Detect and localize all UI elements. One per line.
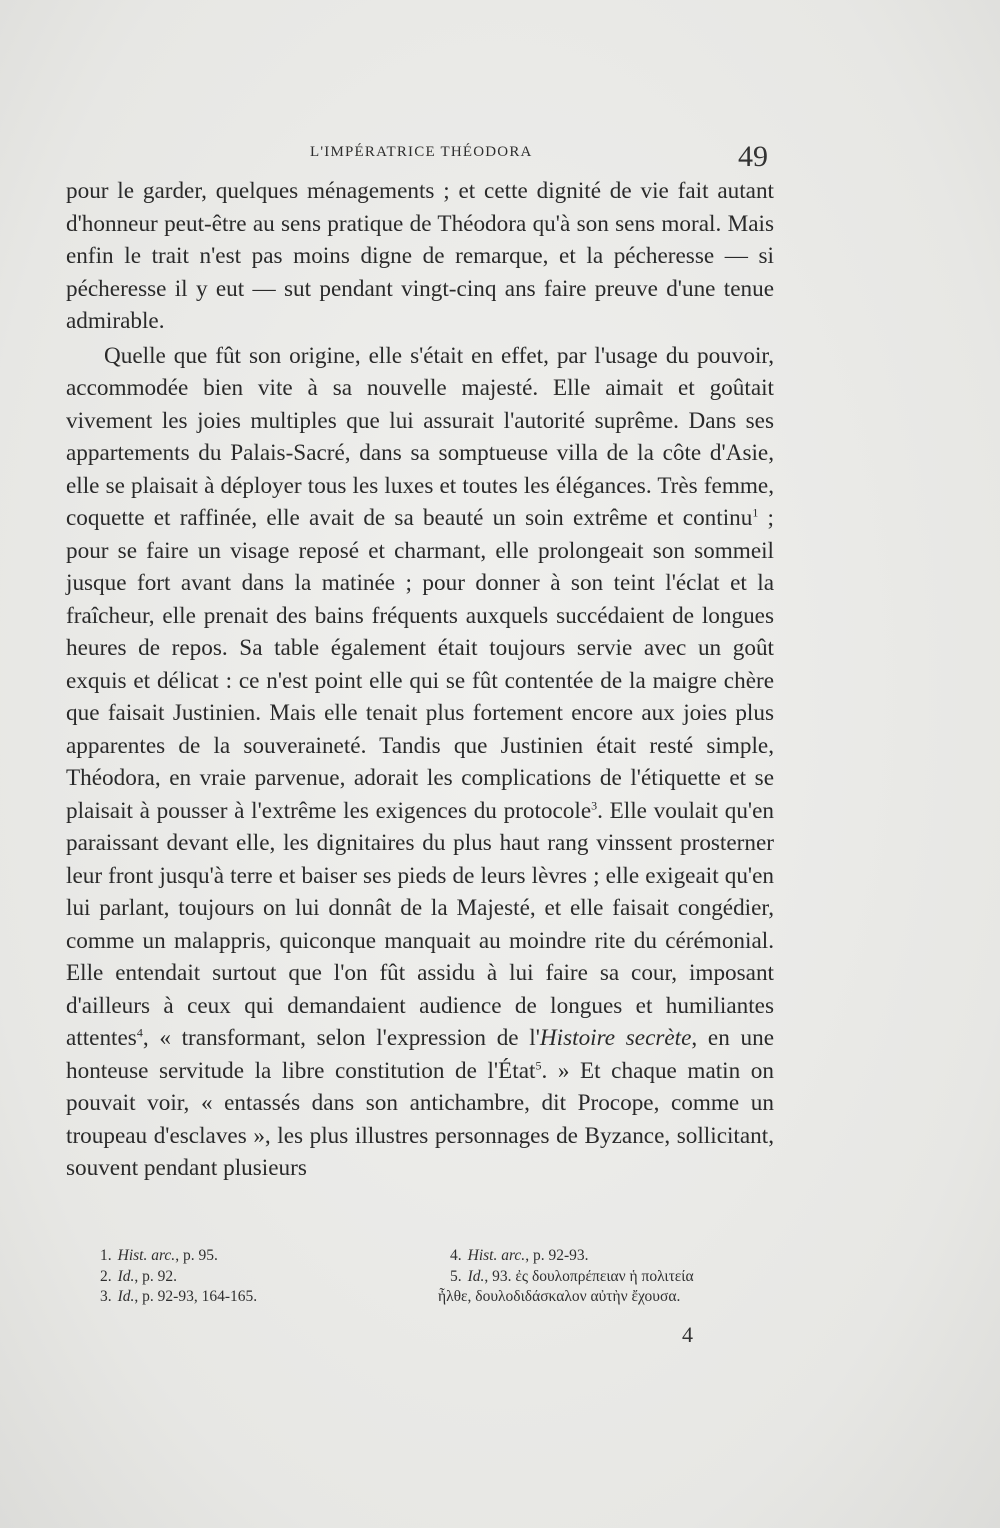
footnote-text: , p. 92-93, 164-165. bbox=[134, 1288, 258, 1305]
footnote bbox=[100, 1287, 430, 1308]
footnote bbox=[450, 1246, 795, 1267]
footnote-reference: 3 bbox=[591, 797, 598, 812]
footnote-source: Id. bbox=[117, 1267, 135, 1285]
body-text bbox=[66, 175, 774, 1185]
footnote-text: , p. 92. bbox=[134, 1267, 178, 1285]
footnote-number: 4. bbox=[450, 1247, 462, 1264]
footnote-number: 2. bbox=[100, 1267, 112, 1285]
footnote bbox=[100, 1267, 430, 1288]
footnote-text: , p. 95. bbox=[175, 1247, 218, 1264]
footnote-source: Hist. arc. bbox=[467, 1247, 526, 1264]
italic-text: Histoire secrète bbox=[539, 1025, 692, 1051]
footnote bbox=[450, 1267, 795, 1288]
text-run: . Elle voulait qu'en paraissant devant elle, les dignitaires du plus haut rang vinssent prosterner leur front jusqu'à terre et baiser ses pieds de leurs lèvres ; elle exigeait qu'en lui parlant, toujours on lui donnât de la Majesté, et elle faisait congédier, comme un malappris, quiconque manquait au moindre rite du cérémonial. Elle entendait surtout que l'on fût assidu à lui faire sa cour, imposant d'ailleurs à ceux qui demandaient audience de longues et humiliantes attentes bbox=[66, 797, 774, 1051]
footnote-reference: 5 bbox=[535, 1057, 542, 1072]
running-head: L'IMPÉRATRICE THÉODORA bbox=[310, 144, 533, 160]
text-run: Quelle que fût son origine, elle s'était en effet, par l'usage du pouvoir, accommodée bien vite à sa nouvelle majesté. Elle aimait et goûtait vivement les joies multiples que lui assurait l'autorité suprême. Dans ses appartements du Palais-Sacré, dans sa somptueuse villa de la côte d'Asie, elle se plaisait à déployer tous les luxes et toutes les élégances. Très femme, coquette et raffinée, elle avait de sa beauté un soin extrême et continu bbox=[66, 342, 774, 531]
footnote-continuation: ἦλθε, δουλοδιδάσκαλον αὐτὴν ἔχουσα. bbox=[438, 1288, 681, 1305]
paragraph bbox=[66, 340, 774, 1185]
footnote bbox=[100, 1246, 430, 1267]
footnote-text: , 93. ἐς δουλοπρέπειαν ἡ πολιτεία bbox=[484, 1267, 694, 1285]
page-number: 49 bbox=[738, 140, 768, 173]
footnote-reference: 4 bbox=[136, 1025, 143, 1040]
text-run: . » Et chaque matin on pouvait voir, « entassés dans son antichambre, dit Procope, comme un troupeau d'esclaves », les plus illustres personnages de Byzance, sollicitant, souvent pendant plusieurs bbox=[66, 1057, 774, 1181]
text-run: , « transformant, selon l'expression de l' bbox=[142, 1025, 540, 1051]
footnote-source: Id. bbox=[117, 1288, 135, 1305]
footnote-number: 3. bbox=[100, 1288, 112, 1305]
footnote-text: , p. 92-93. bbox=[525, 1247, 589, 1264]
footnote-reference: 1 bbox=[752, 505, 759, 520]
text-run: , en une honteuse servitude la libre constitution de l'État bbox=[66, 1025, 774, 1084]
footnotes-right-column bbox=[438, 1246, 795, 1308]
text-run: ; pour se faire un visage reposé et charmant, elle prolongeait son sommeil jusque fort avant dans la matinée ; pour donner à son teint l'éclat et la fraîcheur, elle prenait des bains fréquents auxquels succédaient de longues heures de repos. Sa table également était toujours servie avec un goût exquis et délicat : ce n'est point elle qui se fût contentée de la maigre chère que faisait Justinien. Mais elle tenait plus fortement encore aux joies plus apparentes de la souveraineté. Tandis que Justinien était resté simple, Théodora, en vraie parvenue, adorait les complications de l'étiquette et se plaisait à pousser à l'extrême les exigences du protocole bbox=[66, 505, 774, 824]
footnote-source: Hist. arc. bbox=[117, 1247, 176, 1264]
footnotes-left-column bbox=[100, 1246, 430, 1308]
text-run: pour le garder, quelques ménagements ; et cette dignité de vie fait autant d'honneur peut-être au sens pratique de Théodora qu'à son sens moral. Mais enfin le trait n'est pas moins digne de remarque, et la pécheresse — si pécheresse il y eut — sut pendant vingt-cinq ans faire preuve d'une tenue admirable. bbox=[66, 178, 774, 334]
footnote-source: Id. bbox=[467, 1267, 485, 1285]
paragraph bbox=[66, 175, 774, 338]
signature-mark: 4 bbox=[682, 1322, 693, 1347]
footnote-number: 5. bbox=[450, 1267, 462, 1285]
footnote-number: 1. bbox=[100, 1247, 112, 1264]
